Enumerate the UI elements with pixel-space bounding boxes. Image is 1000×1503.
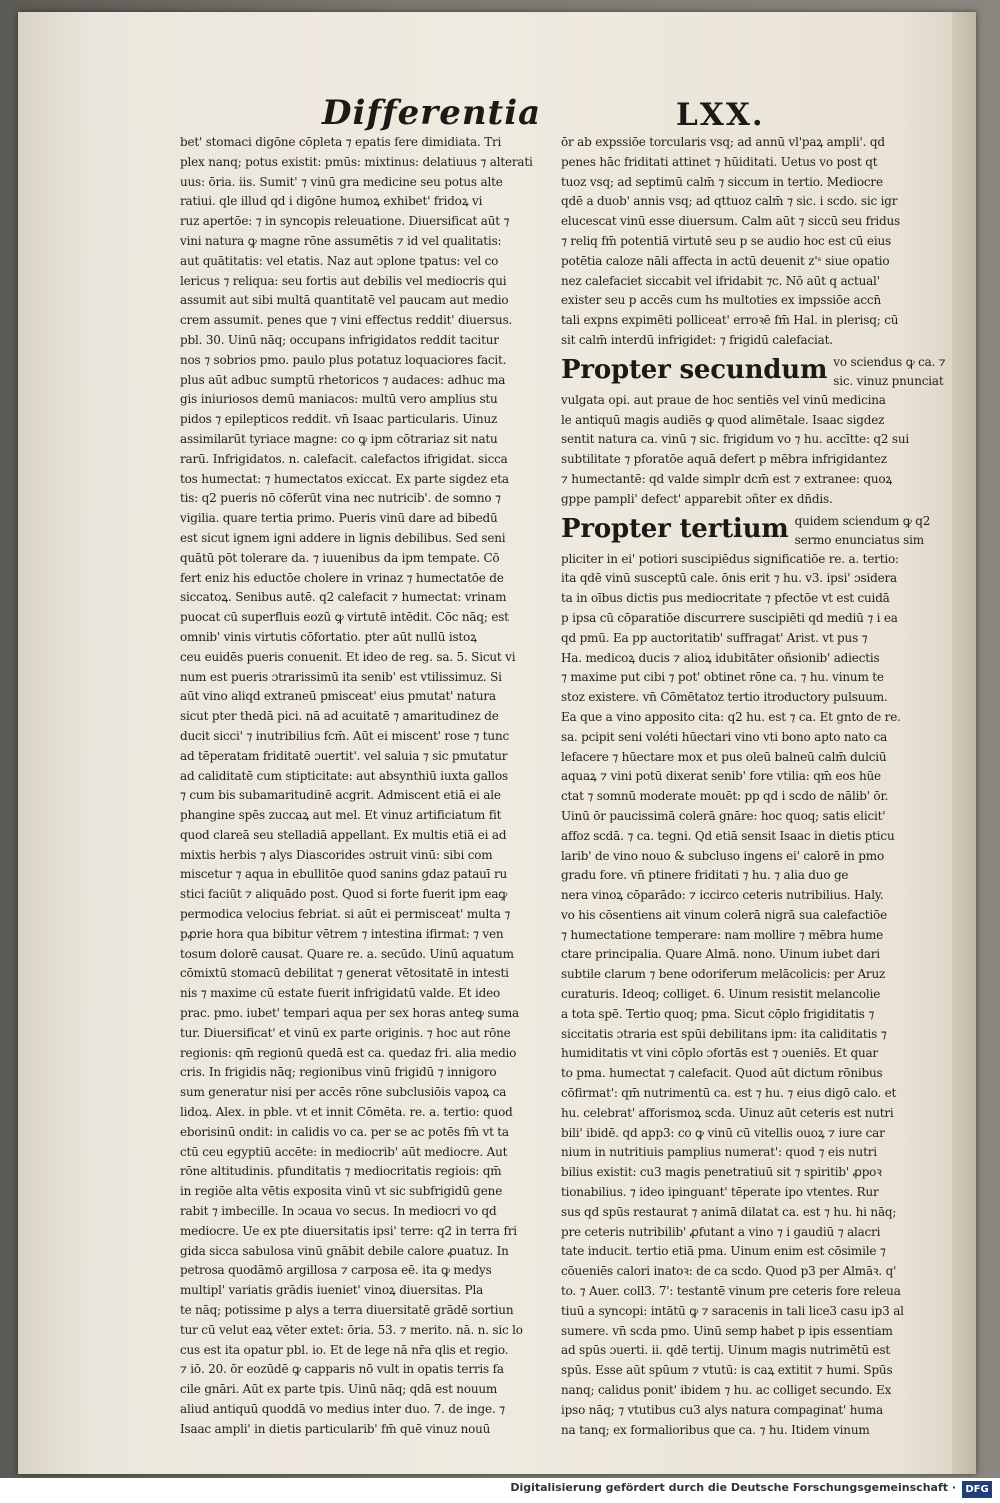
text-line: vo sciendus ꝙ ca. ⁊	[833, 354, 946, 369]
text-line: bili' ibidē. qd app3: co ꝙ vinū cū vitellis ouoꝝ ⁊ iure car	[561, 1125, 885, 1140]
text-line: ad caliditatē cum stipticitate: aut absynthiū iuxta gallos	[180, 768, 508, 783]
text-line: tiuū a syncopi: intātū ꝙ ⁊ saracenis in tali lice3 casu ip3 al	[561, 1303, 904, 1318]
text-line: sa. pcipit seni voléti hūectari vino vti bono apto nato ca	[561, 729, 888, 744]
text-line: cōmixtū stomacū debilitat ⁊ generat vētositatē in intesti	[180, 966, 509, 981]
text-line: regionis: qm̄ regionū quedā est ca. quedaz fri. alia medio	[180, 1045, 517, 1060]
text-line: exister seu p accēs cum hs multoties ex impssiōe accn̄	[561, 293, 881, 308]
text-line: Isaac ampli' in dietis particularib' fm̄ quē vinuz nouū	[180, 1421, 491, 1436]
text-line: a tota spē. Tertio quoq; pma. Sicut cōplo frigiditatis ⁊	[561, 1006, 875, 1021]
text-line: aūt vino aliqd extraneū pmisceat' eius pmutat' natura	[180, 689, 496, 704]
text-line: est sicut ignem igni addere in lignis debilibus. Sed seni	[180, 530, 506, 545]
text-line: aliud antiquū quoddā vo medius inter duo. 7. de inge. ⁊	[180, 1402, 505, 1416]
text-line: spūs. Esse aūt spūum ⁊ vtutū: is caꝝ extitit ⁊ humi. Spūs	[561, 1363, 893, 1378]
text-line: lericus ⁊ reliqua: seu fortis aut debilis vel mediocris qui	[180, 273, 507, 288]
text-line: aquaꝝ ⁊ vini potū dixerat senib' fore vtilia: qm̄ eos hūe	[561, 769, 881, 784]
text-line: ad spūs ɔuerti. ii. qdē tertij. Uinum magis nutrimētū est	[561, 1343, 891, 1358]
text-line: tali expns expimēti polliceat' erroꝛē fm̄ Hal. in plerisq; cū	[561, 313, 899, 328]
text-line: sus qd spūs restaurat ⁊ animā dilatat ca. est ⁊ hu. hi nāq;	[561, 1204, 897, 1219]
text-line: quātū pōt tolerare da. ⁊ iuuenibus da ipm tempate. Cō	[180, 550, 500, 565]
text-line: tuoz vsq; ad septimū calm̄ ⁊ siccum in tertio. Mediocre	[561, 174, 883, 189]
text-line: to pma. humectat ⁊ calefacit. Quod aūt dictum rōnibus	[561, 1066, 883, 1081]
text-line: sicut pter thedā pici. nā ad acuitatē ⁊ amaritudinez de	[180, 709, 499, 724]
text-line: pꝓrie hora qua bibitur vētrem ⁊ intestina ifirmat: ⁊ ven	[180, 926, 504, 941]
text-line: to. ⁊ Auer. coll3. 7': testantē vinum pre ceteris fore releua	[561, 1284, 901, 1299]
text-line: quod clareā seu stelladiā appellant. Ex multis etiā ei ad	[180, 827, 507, 842]
text-line: ruz apertōe: ⁊ in syncopis releuatione. Diuersificat aūt ⁊	[180, 214, 510, 229]
text-line: ⁊ iō. 20. ōr eozūdē ꝙ capparis nō vult in opatis terris fa	[180, 1362, 504, 1377]
text-line: cōfirmat': qm̄ nutrimentū ca. est ⁊ hu. ⁊ eius digō calo. et	[561, 1086, 897, 1101]
text-line: ctat ⁊ somnū moderate mouēt: pp qd i scdo de nālib' ōr.	[561, 789, 889, 804]
right-column-bottom	[561, 550, 931, 1441]
text-line: rōne altitudinis. pfunditatis ⁊ mediocritatis regiois: qm̄	[180, 1164, 502, 1179]
text-line: le antiquū magis audiēs ꝙ quod alimētale. Isaac sigdez	[561, 412, 885, 427]
text-line: uus: ōria. iis. Sumit' ⁊ vinū gra medicine seu potus alte	[180, 174, 503, 189]
text-line: crem assumit. penes que ⁊ vini effectus reddit' diuersus.	[180, 313, 513, 328]
text-line: sit calm̄ interdū infrigidet: ⁊ frigidū calefaciat.	[561, 332, 833, 347]
text-line: nium in nutritiuis pamplius numerat': quod ⁊ eis nutri	[561, 1145, 877, 1160]
text-line: na tanq; ex formalioribus que ca. ⁊ hu. Itidem vinum	[561, 1422, 870, 1437]
text-line: sum generatur nisi per accēs rōne subclusiōis vapoꝝ ca	[180, 1085, 507, 1100]
text-line: aut quātitatis: vel etatis. Naz aut ɔplone tpatus: vel co	[180, 253, 499, 268]
text-line: pbl. 30. Uinū nāq; occupans infrigidatos reddit tacitur	[180, 332, 499, 347]
text-line: ctare principalia. Quare Almā. nono. Uinum iubet dari	[561, 947, 880, 962]
text-line: bet' stomaci digōne cōpleta ⁊ epatis fere dimidiata. Tri	[180, 135, 502, 149]
text-line: fert eniz his eductōe cholere in vrinaz ⁊ humectatōe de	[180, 570, 504, 585]
text-line: ceu euidēs pueris conuenit. Et ideo de reg. sa. 5. Sicut vi	[180, 649, 516, 664]
text-line: potētia caloze nāli affecta in actū deuenit z'ˢ siue opatio	[561, 253, 890, 268]
text-line: siccitatis ɔtraria est spūi debilitans ipm: ita caliditatis ⁊	[561, 1026, 887, 1041]
text-line: puocat cū superfluis eozū ꝙ virtutē intēdit. Cōc nāq; est	[180, 610, 509, 625]
text-line: pidos ⁊ epilepticos reddit. vn̄ Isaac particularis. Uinuz	[180, 412, 498, 427]
text-line: affoz scdā. ⁊ ca. tegni. Qd etiā sensit Isaac in dietis pticu	[561, 828, 895, 843]
text-line: ⁊ cum bis subamaritudinē acgrit. Admiscent etiā ei ale	[180, 788, 501, 803]
text-line: mediocre. Ue ex pte diuersitatis ipsi' terre: q2 in terra fri	[180, 1223, 517, 1238]
text-line: ta in oībus dictis pus mediocritate ⁊ pfectōe vt est cuidā	[561, 591, 890, 606]
text-line: ipso nāq; ⁊ vtutibus cu3 alys natura compaginat' huma	[561, 1402, 883, 1417]
text-line: multipl' variatis grādis iueniet' vinoꝝ diuersitas. Pla	[180, 1283, 484, 1298]
text-line: stoz existere. vn̄ Cōmētatoz tertio itroductory pulsuum.	[561, 690, 888, 705]
text-line: siccatoꝝ. Senibus autē. q2 calefacit ⁊ humectat: vrinam	[180, 590, 507, 605]
text-line: eborisinū ondit: in calidis vo ca. per se ac potēs fm̄ vt ta	[180, 1124, 509, 1139]
text-line: rarū. Infrigidatos. n. calefacit. calefactos ifrigidat. sicca	[180, 451, 508, 466]
text-line: ⁊ maxime put cibi ⁊ pot' obtinet rōne ca. ⁊ hu. vinum te	[561, 670, 884, 685]
right-column-middle	[561, 391, 931, 510]
text-line: gppe pampli' defect' apparebit ɔñter ex dn̄dis.	[561, 491, 833, 506]
text-line: cus est ita opatur pbl. io. Et de lege nā nr̄a qlis et regio.	[180, 1342, 509, 1357]
text-line: sentit natura ca. vinū ⁊ sic. frigidum vo ⁊ hu. accītte: q2 sui	[561, 432, 910, 447]
text-line: nos ⁊ sobrios pmo. paulo plus potatuz loquaciores facit.	[180, 352, 507, 367]
text-line: gida sicca sabulosa vinū gnābit debile calore ꝓuatuz. In	[180, 1243, 509, 1258]
text-line: num est pueris ɔtrarissimū ita senib' est vtilissimuz. Si	[180, 669, 502, 684]
text-line: qdē a duob' annis vsq; ad qttuoz calm̄ ⁊ sic. i scdo. sic igr	[561, 194, 898, 209]
text-line: tur cū velut eaꝝ vēter extet: ōria. 53. ⁊ merito. nā. n. sic lo	[180, 1322, 523, 1337]
text-line: stici faciūt ⁊ aliquādo post. Quod si forte fuerit ipm eaꝙ	[180, 887, 508, 902]
text-line: lidoꝝ. Alex. in pble. vt et innit Cōmēta. re. a. tertio: quod	[180, 1105, 513, 1120]
text-line: vulgata opi. aut praue de hoc sentiēs vel vinū medicina	[561, 392, 886, 407]
text-line: ratiui. qle illud qd i digōne humoꝝ exhibet' fridoꝝ vi	[180, 194, 483, 209]
text-line: ad tēperatam friditatē ɔuertit'. vel saluia ⁊ sic pmutatur	[180, 748, 508, 763]
funding-credit: Digitalisierung gefördert durch die Deutsche Forschungsgemeinschaft ·	[510, 1481, 956, 1494]
text-line: humiditatis vt vini cōplo ɔfortās est ⁊ ɔueniēs. Et quar	[561, 1046, 878, 1061]
text-line: Ha. medicoꝝ ducis ⁊ alioꝝ idubitāter oñsionib' adiectis	[561, 650, 880, 665]
text-line: curaturis. Ideoq; colliget. 6. Uinum resistit melancolie	[561, 987, 881, 1002]
text-line: sumere. vn̄ scda pmo. Uinū semp habet p ipis essentiam	[561, 1323, 893, 1338]
section-heading-tertium	[561, 512, 931, 550]
right-column-top	[561, 133, 931, 351]
text-line: lefacere ⁊ hūectare mox et pus oleū balneū calm̄ dulciū	[561, 749, 887, 764]
section-heading-secundum	[561, 353, 946, 391]
text-line: tis: q2 pueris nō cōferūt vina nec nutricib'. de somno ⁊	[180, 491, 501, 506]
text-line: omnib' vinis virtutis cōfortatio. pter aūt nullū istoꝝ	[180, 629, 477, 644]
text-line: sic. vinuz pnunciat	[833, 373, 944, 388]
text-line: ōr ab expssiōe torcularis vsq; ad annū vl'paꝝ ampli'. qd	[561, 135, 885, 149]
text-line: plex nanq; potus existit: pmūs: mixtinus: delatiuus ⁊ alterati	[180, 154, 533, 169]
text-line: tur. Diuersificat' et vinū ex parte originis. ⁊ hoc aut rōne	[180, 1025, 511, 1040]
text-line: ducit sicci' ⁊ inutribilius fcm̄. Aūt ei miscent' rose ⁊ tunc	[180, 728, 509, 743]
text-line: prac. pmo. iubet' tempari aqua per sex horas anteꝙ suma	[180, 1006, 520, 1021]
text-line: cōueniēs calori inatoꝛ: de ca scdo. Quod p3 per Almāꝛ. q'	[561, 1264, 897, 1279]
text-line: ita qdē vinū susceptū cale. ōnis erit ⁊ hu. v3. ipsi' ɔsidera	[561, 571, 897, 586]
section-side-text	[833, 353, 945, 391]
folio-number: LXX.	[676, 97, 765, 133]
text-line: assumit aut sibi multā quantitatē vel paucam aut medio	[180, 293, 509, 308]
text-line: tosum dolorē causat. Quare re. a. secūdo. Uinū aquatum	[180, 946, 514, 961]
text-line: larib' de vino nouo & subcluso ingens ei' calorē in pmo	[561, 848, 884, 863]
text-line: Uinū ōr paucissimā colerā gnāre: hoc quoq; satis elicit'	[561, 808, 886, 823]
text-line: te nāq; potissime p alys a terra diuersitatē grādē sortiun	[180, 1303, 514, 1318]
section-title: Propter secundum	[561, 354, 828, 385]
text-line: ⁊ humectatione temperare: nam mollire ⁊ mēbra hume	[561, 927, 884, 942]
section-title: Propter tertium	[561, 513, 789, 544]
text-line: qd pmū. Ea pp auctoritatib' suffragat' Arist. vt pus ⁊	[561, 630, 868, 645]
text-line: plus aūt adbuc sumptū rhetoricos ⁊ audaces: adhuc ma	[180, 372, 506, 387]
right-column	[561, 133, 946, 1440]
text-line: gis iniuriosos demū maniacos: multū vero amplius stu	[180, 392, 498, 407]
dfg-logo: DFG	[962, 1481, 992, 1498]
text-line: mixtis herbis ⁊ alys Diascorides ɔstruit vinū: sibi com	[180, 847, 493, 862]
text-line: subtilitate ⁊ pforatōe aquā defert p mēbra infrigidantez	[561, 452, 887, 467]
text-line: vo his cōsentiens ait vinum colerā nigrā sua calefactiōe	[561, 907, 887, 922]
text-line: quidem sciendum ꝙ q2	[794, 513, 931, 528]
text-line: cile gnāri. Aūt ex parte tpis. Uinū nāq; qdā est nouum	[180, 1382, 498, 1397]
text-line: assimilarūt tyriace magne: co ꝙ ipm cōtrariaz sit natu	[180, 431, 498, 446]
text-line: pre ceteris nutribilib' ꝓfutant a vino ⁊ i gaudiū ⁊ alacri	[561, 1224, 881, 1239]
text-line: ctū ceu egyptiū accēte: in mediocrib' aūt mediocre. Aut	[180, 1144, 508, 1159]
page-edge	[952, 12, 976, 1474]
text-line: tos humectat: ⁊ humectatos exiccat. Ex parte sigdez eta	[180, 471, 509, 486]
text-line: bilius existit: cu3 magis penetratiuū sit ⁊ spiritib' ꝓpoꝛ	[561, 1165, 882, 1180]
text-line: Ea que a vino apposito cita: q2 hu. est ⁊ ca. Et gnto de re.	[561, 709, 901, 724]
text-line: ⁊ reliq fm̄ potentiā virtutē seu p se audio hoc est cū eius	[561, 233, 891, 248]
text-line: penes hāc friditati attinet ⁊ hūiditati. Uetus vo post qt	[561, 154, 878, 169]
text-line: nanq; calidus ponit' ibidem ⁊ hu. ac colliget secundo. Ex	[561, 1383, 892, 1398]
text-line: cris. In frigidis nāq; regionibus vinū frigidū ⁊ innigoro	[180, 1065, 497, 1080]
text-line: vini natura ꝙ magne rōne assumētis ⁊ id vel qualitatis:	[180, 233, 502, 248]
text-line: sermo enunciatus sim	[794, 532, 924, 547]
text-line: subtile clarum ⁊ bene odoriferum melācolicis: per Aruz	[561, 967, 886, 982]
text-line: p ipsa cū cōparatiōe discurrere suscipiēti qd mediū ⁊ i ea	[561, 610, 898, 625]
text-line: gradu fore. vn̄ ptinere friditati ⁊ hu. ⁊ alia duo ge	[561, 868, 849, 883]
running-head-title: Differentia	[322, 93, 542, 133]
section-side-text	[795, 512, 931, 550]
text-line: nera vinoꝝ cōparādo: ⁊ iccirco ceteris nutribilius. Haly.	[561, 888, 884, 903]
text-line: elucescat vinū esse diuersum. Calm aūt ⁊ siccū seu fridus	[561, 214, 900, 229]
text-line: hu. celebrat' afforismoꝝ scda. Uinuz aūt ceteris est nutri	[561, 1105, 894, 1120]
text-line: rabit ⁊ imbecille. In ɔcaua vo secus. In mediocri vo qd	[180, 1204, 497, 1219]
text-line: phangine spēs zuccaꝝ aut mel. Et vinuz artificiatum fit	[180, 808, 502, 823]
text-line: in regiōe alta vētis exposita vinū vt sic subfrigidū gene	[180, 1184, 503, 1199]
text-line: tate inducit. tertio etiā pma. Uinum enim est cōsimile ⁊	[561, 1244, 886, 1259]
text-line: nis ⁊ maxime cū estate fuerit infrigidatū valde. Et ideo	[180, 986, 501, 1001]
text-line: ⁊ humectantē: qd valde simplr dcm̄ est ⁊ extranee: quoꝝ	[561, 471, 893, 486]
text-line: miscetur ⁊ aqua in ebullitōe quod sanins gdaz patauī ru	[180, 867, 508, 882]
text-line: petrosa quodāmō argillosa ⁊ carposa eē. ita ꝙ medys	[180, 1263, 492, 1278]
text-line: vigilia. quare tertia primo. Pueris vinū dare ad bibedū	[180, 511, 498, 526]
text-line: pliciter in ei' potiori suscipiēdus significatiōe re. a. tertio:	[561, 551, 899, 566]
left-column	[180, 133, 544, 1440]
text-line: permodica velocius febriat. si aūt ei permisceat' multa ⁊	[180, 907, 511, 922]
text-line: tionabilius. ⁊ ideo ipinguant' tēperate ipo vtentes. Rur	[561, 1185, 879, 1200]
text-line: nez calefaciet siccabit vel ifridabit ⁊c. Nō aūt q actual'	[561, 273, 880, 288]
